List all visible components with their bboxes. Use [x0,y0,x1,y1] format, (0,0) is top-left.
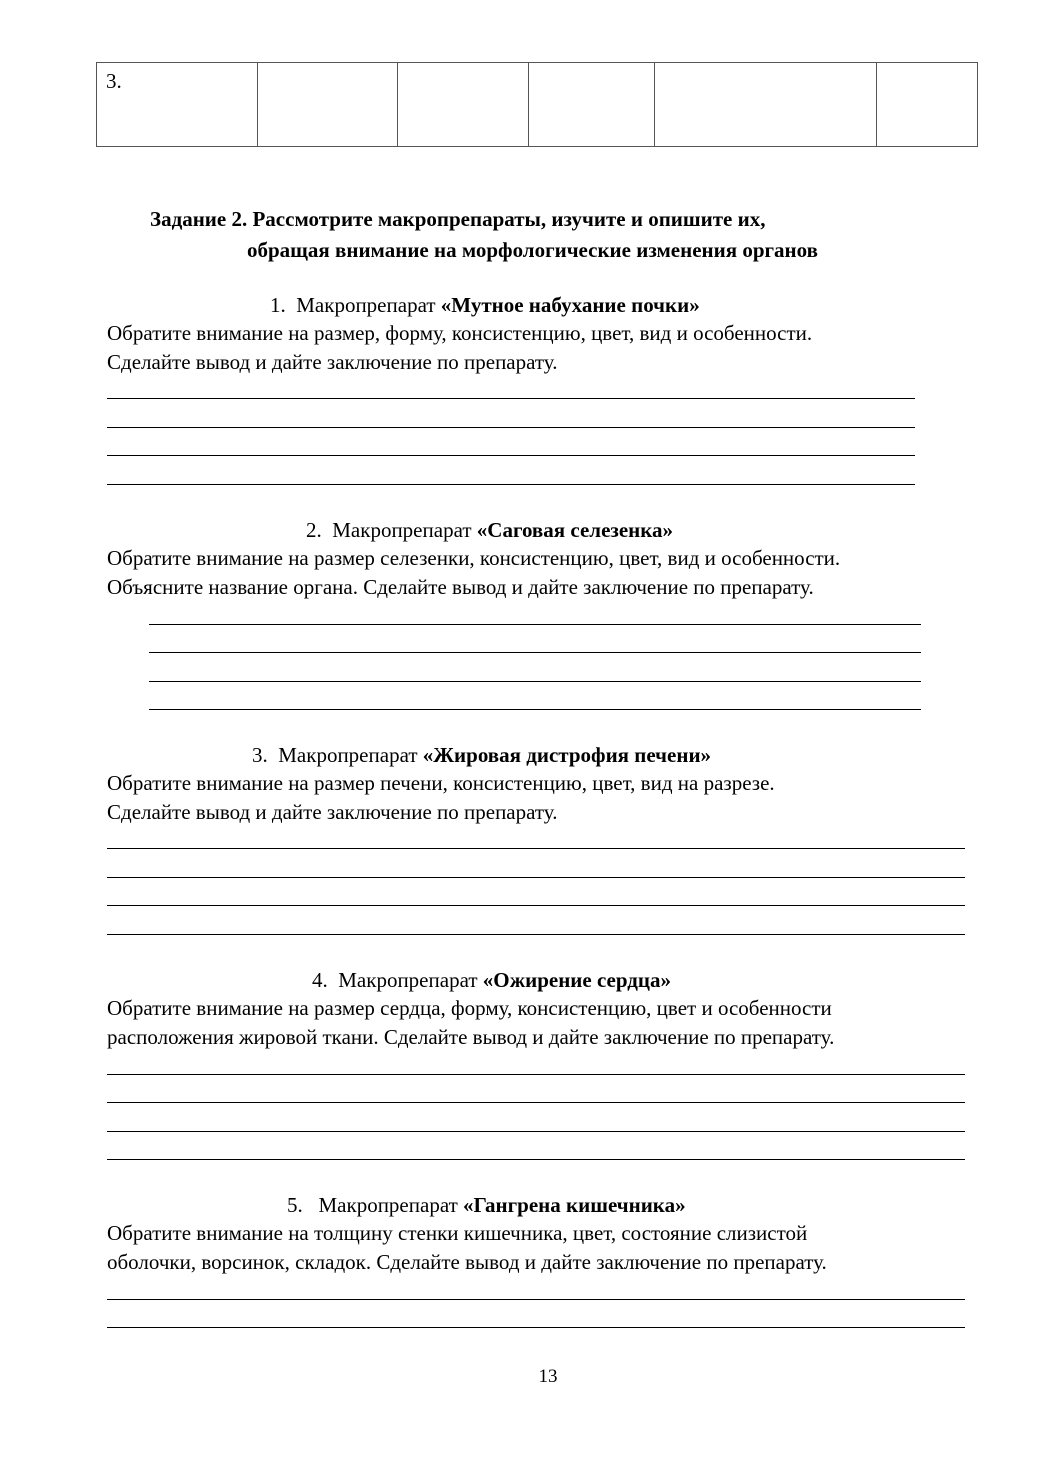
answer-line [107,934,965,935]
item-text-line: Объясните название органа. Сделайте вывод и дайте заключение по препарату. [107,575,814,599]
item-text-line: Обратите внимание на толщину стенки кишечника, цвет, состояние слизистой [107,1221,808,1245]
page-number: 13 [538,1366,558,1387]
item-title: 3. Макропрепарат «Жировая дистрофия печени» [252,743,712,767]
answer-line [107,1159,965,1160]
item-name: «Саговая селезенка» [476,518,674,542]
item-name: «Гангрена кишечника» [463,1193,686,1217]
table-cell [529,63,655,147]
table-cell [398,63,529,147]
task-title-line-1: Задание 2. Рассмотрите макропрепараты, изучите и опишите их, [150,207,766,231]
answer-line [149,624,921,625]
answer-line [107,1074,965,1075]
answer-line [107,484,915,485]
item-name: «Мутное набухание почки» [440,293,700,317]
table-cell [258,63,398,147]
item-text-line: Сделайте вывод и дайте заключение по препарату. [107,800,558,824]
table-cell [655,63,877,147]
item-text-line: Обратите внимание на размер сердца, форму, консистенцию, цвет и особенности [107,996,832,1020]
item-title: 1. Макропрепарат «Мутное набухание почки» [270,293,700,317]
answer-line [107,398,915,399]
table-cell [877,63,978,147]
item-text-line: Обратите внимание на размер селезенки, консистенцию, цвет, вид и особенности. [107,546,841,570]
answer-line [107,877,965,878]
item-title: 5. Макропрепарат «Гангрена кишечника» [287,1193,686,1217]
item-title: 2. Макропрепарат «Саговая селезенка» [306,518,674,542]
answer-line [107,1131,965,1132]
answer-line [149,681,921,682]
table-cell: 3. [97,63,258,147]
answer-line [149,709,921,710]
answer-line [107,1299,965,1300]
item-text-line: Сделайте вывод и дайте заключение по препарату. [107,350,558,374]
answer-line [149,652,921,653]
answer-line [107,1102,965,1103]
task-title-line-2: обращая внимание на морфологические изменения органов [247,238,818,262]
table-row [97,63,978,147]
item-text-line: расположения жировой ткани. Сделайте вывод и дайте заключение по препарату. [107,1025,835,1049]
item-name: «Ожирение сердца» [482,968,671,992]
item-text-line: Обратите внимание на размер, форму, консистенцию, цвет, вид и особенности. [107,321,813,345]
results-table [96,62,978,147]
answer-line [107,427,915,428]
answer-line [107,905,965,906]
item-text-line: Обратите внимание на размер печени, консистенцию, цвет, вид на разрезе. [107,771,775,795]
item-title: 4. Макропрепарат «Ожирение сердца» [312,968,671,992]
answer-line [107,1327,965,1328]
answer-line [107,455,915,456]
item-text-line: оболочки, ворсинок, складок. Сделайте вывод и дайте заключение по препарату. [107,1250,827,1274]
answer-line [107,848,965,849]
item-name: «Жировая дистрофия печени» [422,743,712,767]
